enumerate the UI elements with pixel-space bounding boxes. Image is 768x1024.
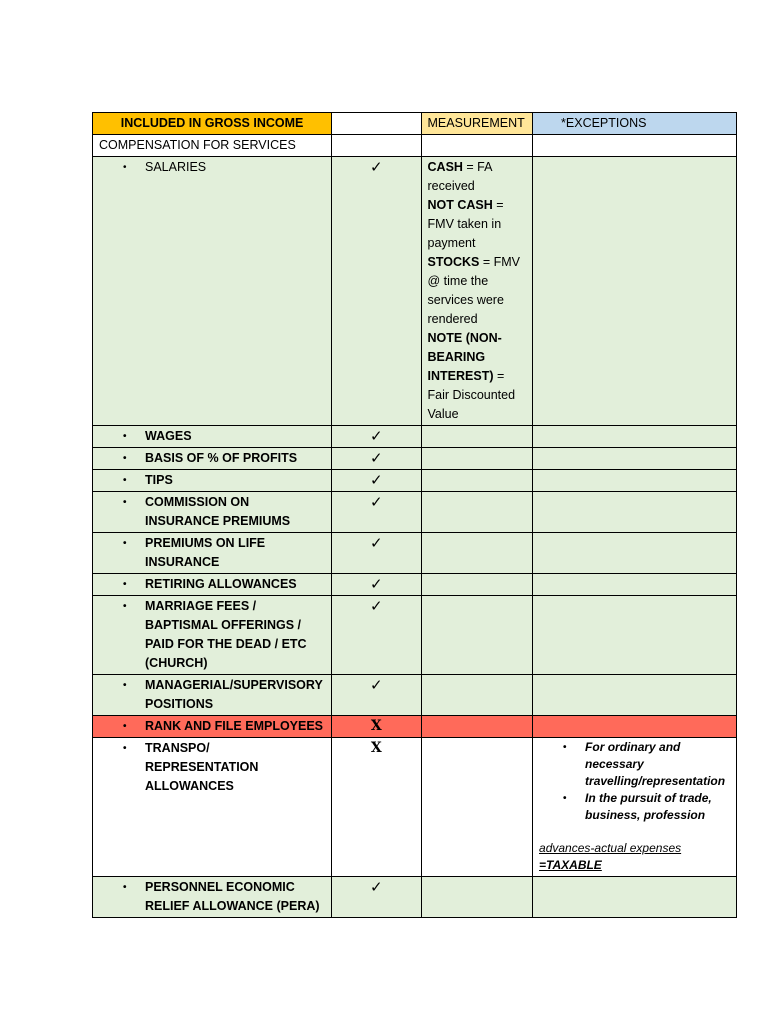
x-mark-icon: X [332, 716, 421, 738]
check-mark-icon: ✓ [332, 574, 421, 596]
row-label: SALARIES [145, 160, 207, 174]
table-row [93, 877, 737, 918]
bullet-icon: • [123, 743, 127, 754]
check-mark-icon: ✓ [332, 157, 421, 426]
list-item: • In the pursuit of trade, business, profession [563, 791, 712, 822]
table-row [93, 574, 737, 596]
bullet-icon: • [123, 721, 127, 732]
table-row [93, 426, 737, 448]
row-label: WAGES [145, 429, 192, 443]
table-row [93, 596, 737, 675]
table-row [93, 448, 737, 470]
bullet-icon: • [563, 742, 567, 753]
row-label: COMMISSION ON INSURANCE PREMIUMS [145, 495, 291, 528]
bullet-icon: • [123, 538, 127, 549]
section-title: COMPENSATION FOR SERVICES [93, 135, 332, 157]
header-mark [332, 113, 421, 135]
table-row-salaries [93, 157, 737, 426]
row-label: TIPS [145, 473, 173, 487]
bullet-icon: • [563, 793, 567, 804]
section-row [93, 135, 737, 157]
row-label: RETIRING ALLOWANCES [145, 577, 297, 591]
bullet-icon: • [123, 475, 127, 486]
check-mark-icon: ✓ [332, 426, 421, 448]
bullet-icon: • [123, 162, 127, 173]
gross-income-table [92, 112, 737, 918]
header-row [93, 113, 737, 135]
row-label: MANAGERIAL/SUPERVISORY POSITIONS [145, 678, 323, 711]
bullet-icon: • [123, 431, 127, 442]
exceptions-note: advances-actual expenses =TAXABLE [539, 841, 682, 872]
row-label: RANK AND FILE EMPLOYEES [145, 719, 324, 733]
row-label: PERSONNEL ECONOMIC RELIEF ALLOWANCE (PERA) [145, 880, 320, 913]
bullet-icon: • [123, 497, 127, 508]
row-label: MARRIAGE FEES / BAPTISMAL OFFERINGS / PAID FOR THE DEAD / ETC (CHURCH) [145, 599, 307, 670]
check-mark-icon: ✓ [332, 596, 421, 675]
bullet-icon: • [123, 453, 127, 464]
header-exceptions: *EXCEPTIONS [533, 113, 737, 135]
bullet-icon: • [123, 680, 127, 691]
check-mark-icon: ✓ [332, 533, 421, 574]
check-mark-icon: ✓ [332, 675, 421, 716]
table-row-excluded [93, 716, 737, 738]
table-row [93, 533, 737, 574]
check-mark-icon: ✓ [332, 470, 421, 492]
list-item: • For ordinary and necessary travelling/representation [563, 740, 726, 788]
table-row [93, 470, 737, 492]
check-mark-icon: ✓ [332, 877, 421, 918]
check-mark-icon: ✓ [332, 492, 421, 533]
header-measurement: MEASUREMENT [421, 113, 533, 135]
table-row-transpo [93, 738, 737, 877]
bullet-icon: • [123, 579, 127, 590]
table-row [93, 675, 737, 716]
exceptions-list [539, 739, 730, 824]
table-row [93, 492, 737, 533]
row-label: BASIS OF % OF PROFITS [145, 451, 298, 465]
measurement-cell: CASH = FA received NOT CASH = FMV taken in payment STOCKS = FMV @ time the services were rendered NOTE (NON-BEARING INTEREST) = Fair Discounted Value [421, 157, 533, 426]
exceptions-cell [533, 738, 737, 877]
header-included: INCLUDED IN GROSS INCOME [93, 113, 332, 135]
bullet-icon: • [123, 601, 127, 612]
x-mark-icon: X [332, 738, 421, 877]
row-label: TRANSPO/ REPRESENTATION ALLOWANCES [145, 741, 259, 793]
check-mark-icon: ✓ [332, 448, 421, 470]
bullet-icon: • [123, 882, 127, 893]
row-label: PREMIUMS ON LIFE INSURANCE [145, 536, 266, 569]
